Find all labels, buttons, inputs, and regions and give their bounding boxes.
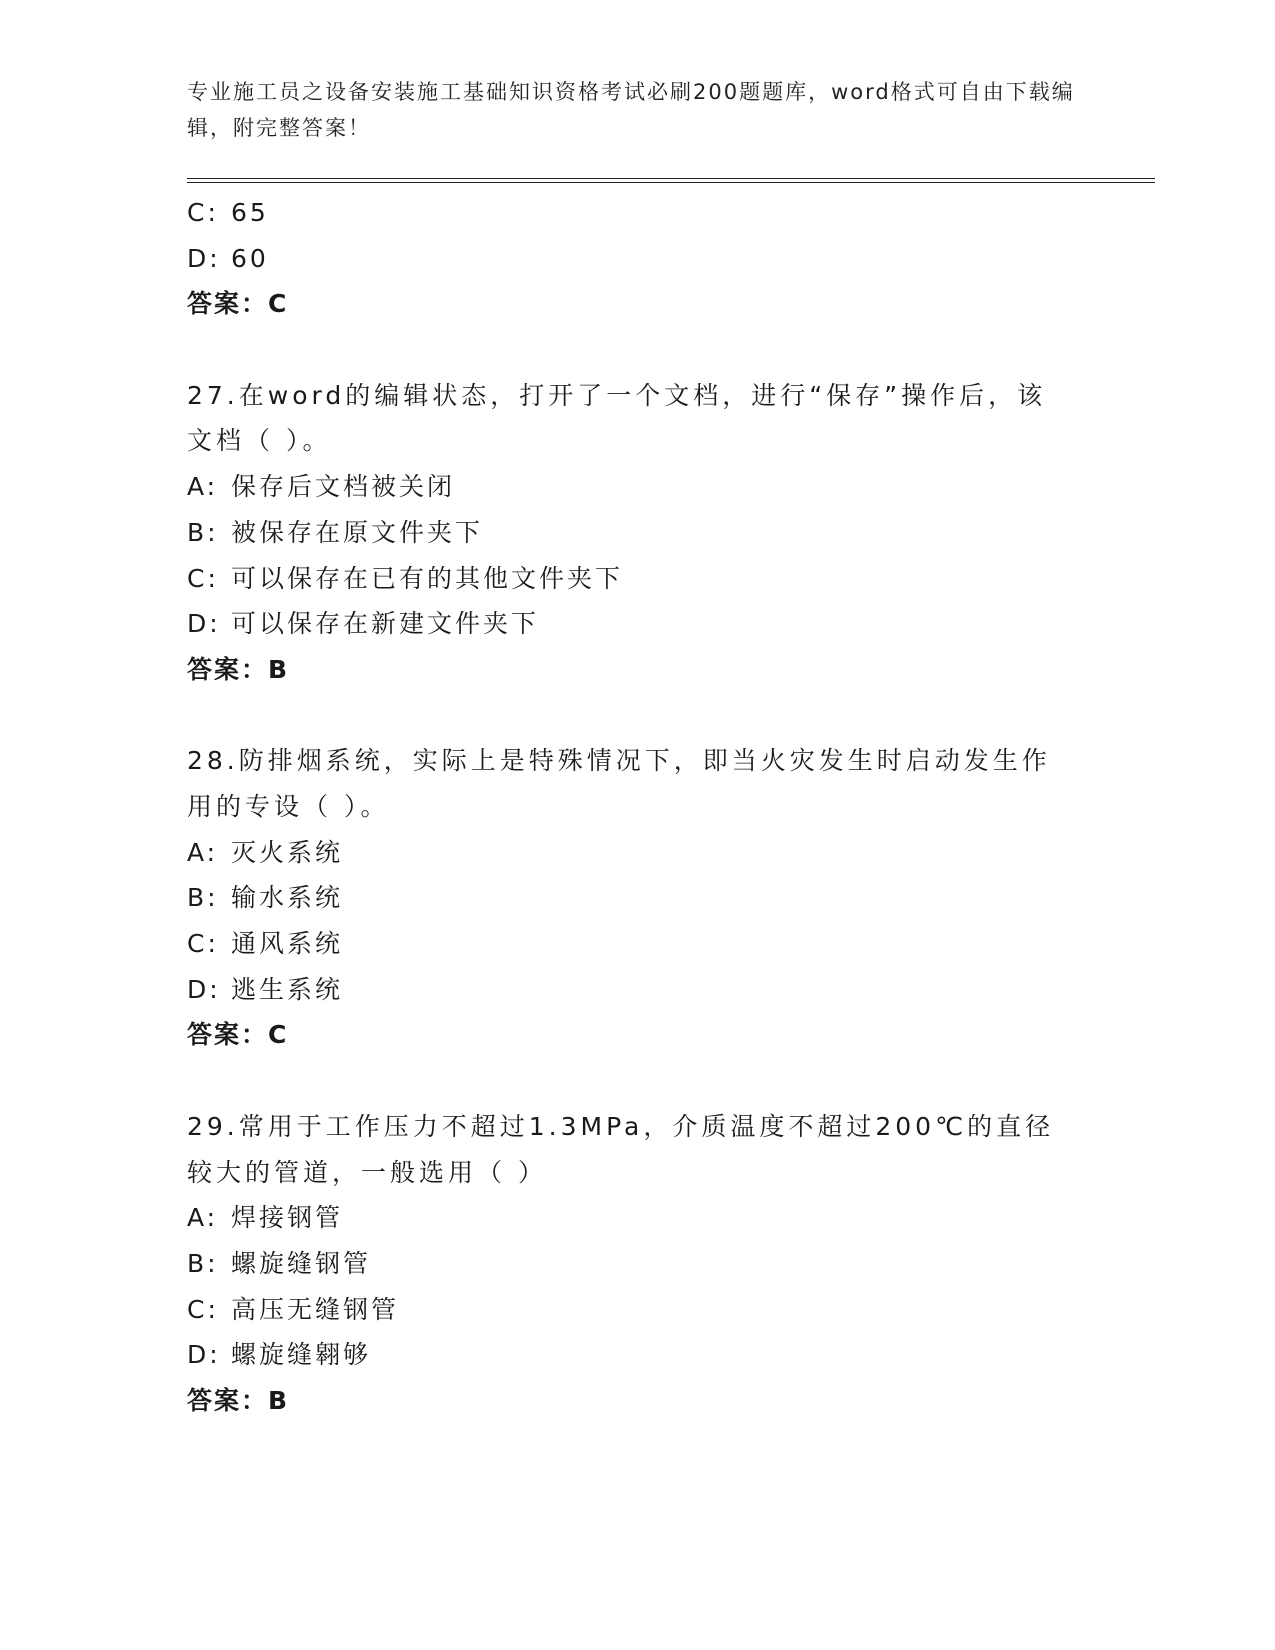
question-stem: 29.常用于工作压力不超过1.3MPa，介质温度不超过200℃的直径较大的管道，一般选用（ ）: [187, 1111, 1055, 1187]
option-c: C: 高压无缝钢管: [187, 1294, 400, 1324]
answer-line: 答案：B: [187, 654, 290, 684]
question-28: [187, 738, 1087, 1058]
option-b: B: 被保存在原文件夹下: [187, 517, 484, 547]
option-b: B: 输水系统: [187, 883, 344, 913]
answer-line: 答案：C: [187, 289, 289, 319]
option-d: D: 60: [187, 243, 269, 273]
question-29: [187, 1104, 1087, 1424]
question-list: [187, 190, 1087, 1424]
question-stem: 28.防排烟系统，实际上是特殊情况下，即当火灾发生时启动发生作用的专设（ ）。: [187, 746, 1051, 821]
continued-question: [187, 190, 1087, 327]
option-d: D: 逃生系统: [187, 974, 344, 1004]
option-d: D: 可以保存在新建文件夹下: [187, 609, 540, 639]
answer-line: 答案：C: [187, 1020, 289, 1050]
option-c: C: 可以保存在已有的其他文件夹下: [187, 563, 624, 593]
spacer: [187, 327, 1087, 373]
option-a: A: 灭火系统: [187, 837, 344, 867]
answer-line: 答案：B: [187, 1385, 290, 1415]
question-27: [187, 373, 1087, 693]
spacer: [187, 1058, 1087, 1104]
option-d: D: 螺旋缝翱够: [187, 1340, 372, 1370]
option-c: C: 通风系统: [187, 929, 344, 959]
page-title: 专业施工员之设备安装施工基础知识资格考试必刷200题题库，word格式可自由下载编辑，附完整答案！: [187, 80, 1075, 140]
header-divider: [187, 178, 1155, 183]
option-b: B: 螺旋缝钢管: [187, 1248, 372, 1278]
question-stem: 27.在word的编辑状态，打开了一个文档，进行“保存”操作后，该文档（ ）。: [187, 380, 1047, 456]
page-header: [187, 74, 1087, 146]
option-c: C: 65: [187, 198, 269, 227]
option-a: A: 保存后文档被关闭: [187, 472, 456, 502]
option-a: A: 焊接钢管: [187, 1203, 344, 1233]
spacer: [187, 693, 1087, 739]
